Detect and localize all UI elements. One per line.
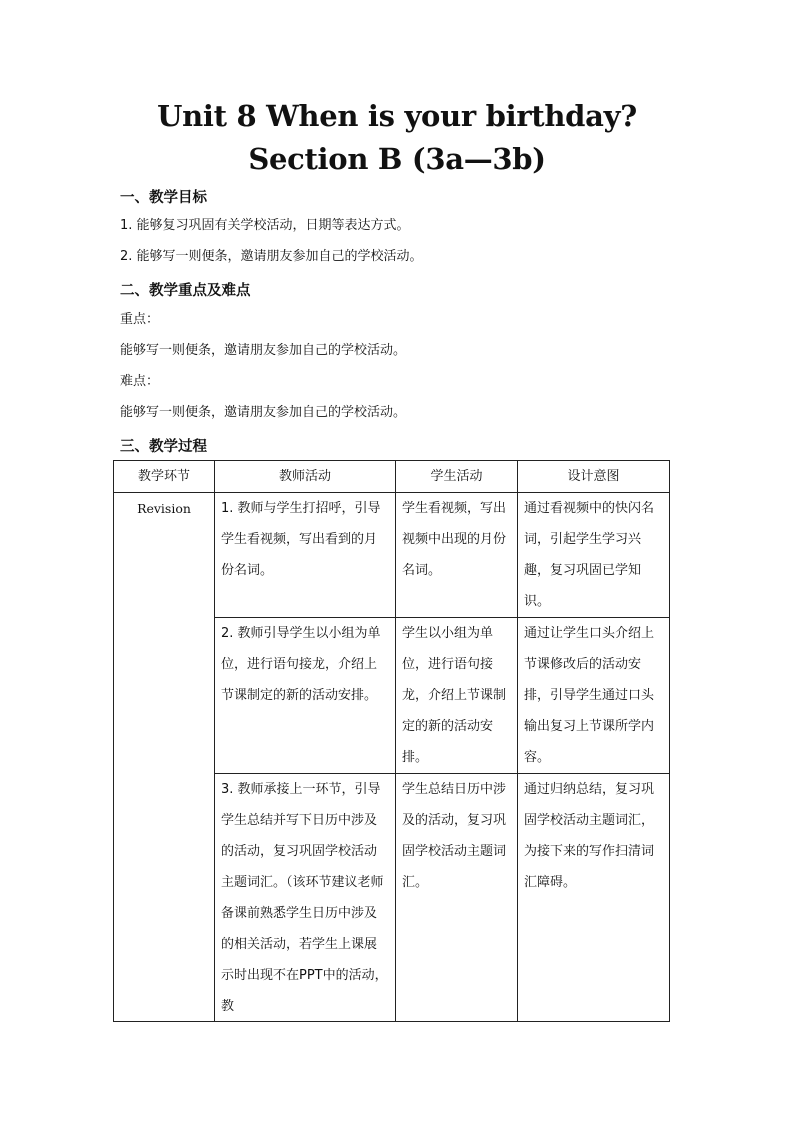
teacher-activity-cell: 2. 教师引导学生以小组为单位，进行语句接龙，介绍上节课制定的新的活动安排。 (215, 618, 396, 774)
difficulty-label: 难点： (120, 374, 160, 389)
header-student-activity: 学生活动 (396, 461, 518, 493)
document-subtitle: Section B (3a—3b) (248, 142, 546, 176)
focus-text: 能够写一则便条，邀请朋友参加自己的学校活动。 (120, 343, 407, 358)
teacher-activity-text: 3. 教师承接上一环节，引导学生总结并写下日历中涉及的活动，复习巩固学校活动主题词汇。（该环节建议老师备课前熟悉学生日历中涉及的相关活动，若学生上课展示时出现不在PPT中的活动，教 (221, 782, 388, 1014)
objective-item-1: 1. 能够复习巩固有关学校活动，日期等表达方式。 (120, 218, 410, 233)
process-heading: 三、教学过程 (120, 439, 207, 455)
student-activity-cell: 学生总结日历中涉及的活动，复习巩固学校活动主题词汇。 (396, 774, 518, 1022)
focus-label: 重点： (120, 312, 160, 327)
key-points-heading: 二、教学重点及难点 (120, 283, 251, 299)
design-intent-cell: 通过归纳总结，复习巩固学校活动主题词汇，为接下来的写作扫清词汇障碍。 (518, 774, 670, 1022)
objective-item-2: 2. 能够写一则便条，邀请朋友参加自己的学校活动。 (120, 249, 423, 264)
stage-cell: Revision (114, 493, 215, 1022)
table-header-row (114, 461, 670, 493)
document-title: Unit 8 When is your birthday? (157, 99, 637, 133)
student-activity-cell: 学生以小组为单位，进行语句接龙，介绍上节课制定的新的活动安排。 (396, 618, 518, 774)
design-intent-cell: 通过看视频中的快闪名词，引起学生学习兴趣，复习巩固已学知识。 (518, 493, 670, 618)
design-intent-cell: 通过让学生口头介绍上节课修改后的活动安排，引导学生通过口头输出复习上节课所学内容。 (518, 618, 670, 774)
teaching-process-table (113, 460, 670, 1022)
teacher-activity-cell: 1. 教师与学生打招呼，引导学生看视频，写出看到的月份名词。 (215, 493, 396, 618)
student-activity-cell: 学生看视频，写出视频中出现的月份名词。 (396, 493, 518, 618)
header-design-intent: 设计意图 (518, 461, 670, 493)
header-teacher-activity: 教师活动 (215, 461, 396, 493)
table-row (114, 493, 670, 618)
objectives-heading: 一、教学目标 (120, 190, 207, 206)
difficulty-text: 能够写一则便条，邀请朋友参加自己的学校活动。 (120, 405, 407, 420)
header-stage: 教学环节 (114, 461, 215, 493)
teacher-activity-cell (215, 774, 396, 1022)
